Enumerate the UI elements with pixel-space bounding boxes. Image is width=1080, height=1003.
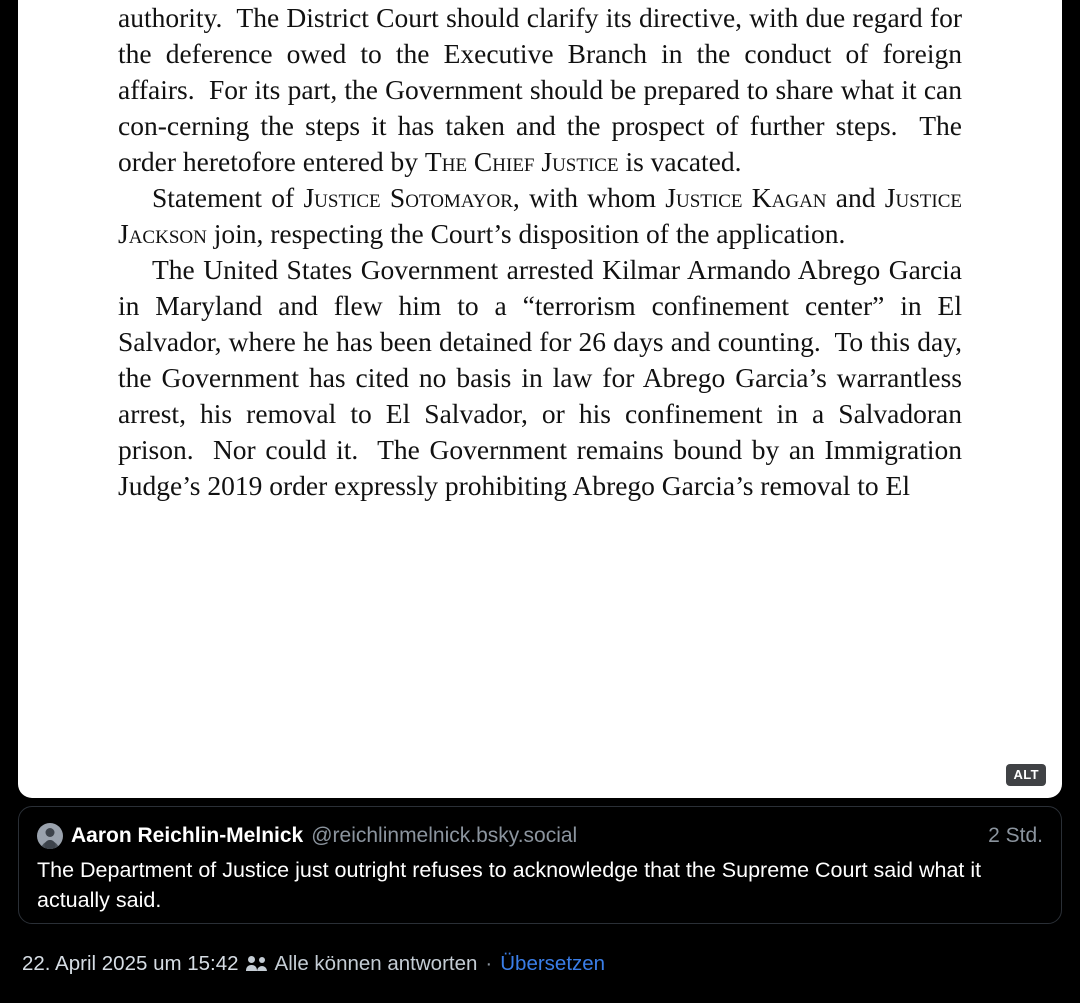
avatar[interactable] <box>37 823 63 849</box>
quoted-handle: @reichlinmelnick.bsky.social <box>311 824 578 847</box>
reply-policy-label: Alle können antworten <box>274 952 478 975</box>
translate-link[interactable]: Übersetzen <box>500 952 606 975</box>
post-meta-row <box>22 952 605 976</box>
people-icon <box>248 956 268 972</box>
document-paragraph-2: Statement of Justice Sotomayor, with whom Justice Kagan and Justice Jackson join, respecting the Court’s disposition of the application. <box>118 182 962 249</box>
document-paragraph-1: authority. The District Court should clarify its directive, with due regard for the deference owed to the Executive Branch in the conduct of foreign affairs. For its part, the Government should be prepared to share what it can con-cerning the steps it has taken and the prospect of further steps. The order heretofore entered by The Chief Justice is vacated. <box>118 2 962 177</box>
post-datetime: 22. April 2025 um 15:42 <box>22 952 239 975</box>
quoted-post-card[interactable] <box>18 806 1062 924</box>
document-paragraph-3: The United States Government arrested Kilmar Armando Abrego Garcia in Maryland and flew him to a “terrorism confinement center” in El Salvador, where he has been detained for 26 days and counting. To this day, the Government has cited no basis in law for Abrego Garcia’s warrantless arrest, his removal to El Salvador, or his confinement in a Salvadoran prison. Nor could it. The Government remains bound by an Immigration Judge’s 2019 order expressly prohibiting Abrego Garcia’s removal to El <box>118 254 962 501</box>
quoted-display-name: Aaron Reichlin-Melnick <box>71 824 304 847</box>
attached-image-card[interactable] <box>18 0 1062 798</box>
alt-text-badge[interactable]: ALT <box>1006 764 1046 786</box>
quoted-post-text: The Department of Justice just outright refuses to acknowledge that the Supreme Court said what it actually said. <box>37 858 982 912</box>
document-page <box>18 0 1062 504</box>
quoted-timestamp: 2 Std. <box>988 824 1043 847</box>
quoted-post-header <box>37 821 1043 851</box>
meta-separator: · <box>485 952 493 975</box>
